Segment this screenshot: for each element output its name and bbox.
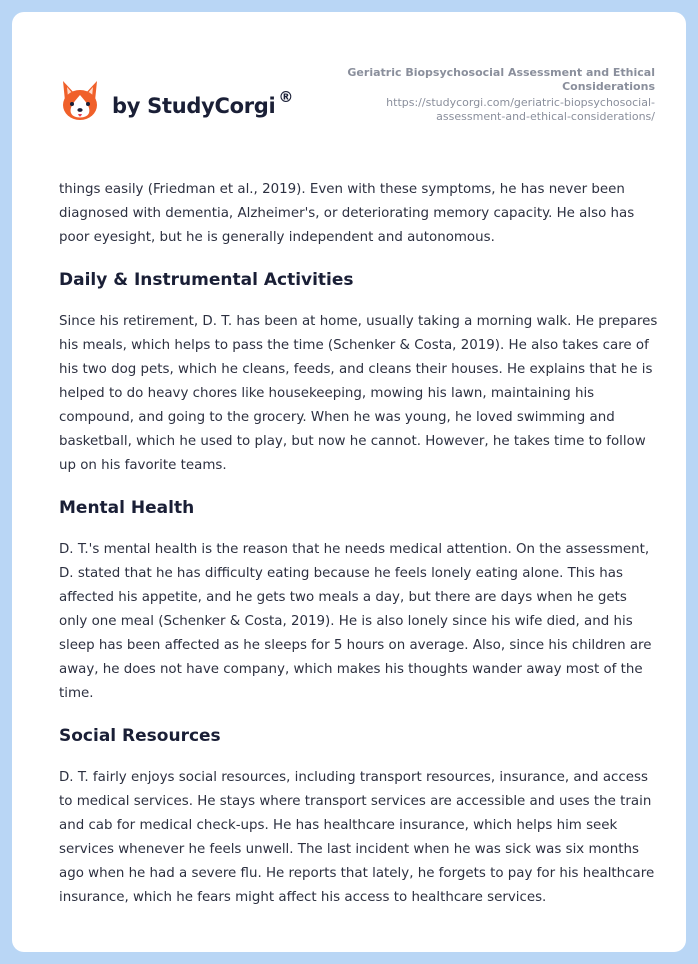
- section-body-daily-activities: Since his retirement, D. T. has been at home, usually taking a morning walk. He prepares his meals, which helps to pass the time (Schenker & Costa, 2019). He also takes care of his two dog pets, which he cleans, feeds, and cleans their houses. He explains that he is helped to do heavy chores like housekeeping, mowing his lawn, maintaining his compound, and going to the grocery. When he was young, he loved swimming and basketball, which he used to play, but now he cannot. However, he takes time to follow up on his favorite teams.: [59, 314, 658, 473]
- section-body-social-resources: D. T. fairly enjoys social resources, including transport resources, insurance, and access to medical services. He stays where transport services are accessible and uses the train and cab for medical check-ups. He has healthcare insurance, which helps him seek services whenever he feels unwell. The last incident when he was sick was six months ago when he had a severe flu. He reports that lately, he forgets to pay for his healthcare insurance, which he fears might affect his access to healthcare services.: [59, 770, 655, 905]
- section-heading-daily-activities: Daily & Instrumental Activities: [59, 270, 354, 290]
- document-content: [59, 178, 659, 928]
- corgi-icon: [60, 79, 100, 123]
- document-title: Geriatric Biopsychosocial Assessment and Ethical Considerations: [347, 66, 655, 93]
- document-page: [12, 12, 686, 952]
- section-heading-mental-health: Mental Health: [59, 498, 195, 518]
- document-meta: [345, 66, 655, 124]
- intro-paragraph: things easily (Friedman et al., 2019). Even with these symptoms, he has never been diagnosed with dementia, Alzheimer's, or deteriorating memory capacity. He also has poor eyesight, but he is generally independent and autonomous.: [59, 182, 635, 245]
- header: [12, 12, 686, 162]
- brand-text: by StudyCorgi: [112, 93, 276, 118]
- studycorgi-logo[interactable]: [60, 76, 293, 126]
- section-body-mental-health: D. T.'s mental health is the reason that he needs medical attention. On the assessment, D. stated that he has difficulty eating because he feels lonely eating alone. This has affected his appetite, and he gets two meals a day, but there are days when he gets only one meal (Schenker & Costa, 2019). He is also lonely since his wife died, and his sleep has been affected as he sleeps for 5 hours on average. Also, since his children are away, he does not have company, which makes his thoughts wander away most of the time.: [59, 542, 652, 701]
- registered-mark: ®: [278, 87, 294, 106]
- brand-name: [112, 87, 294, 118]
- document-url[interactable]: https://studycorgi.com/geriatric-biopsychosocial-assessment-and-ethical-considerations/: [386, 96, 655, 123]
- section-heading-social-resources: Social Resources: [59, 726, 221, 746]
